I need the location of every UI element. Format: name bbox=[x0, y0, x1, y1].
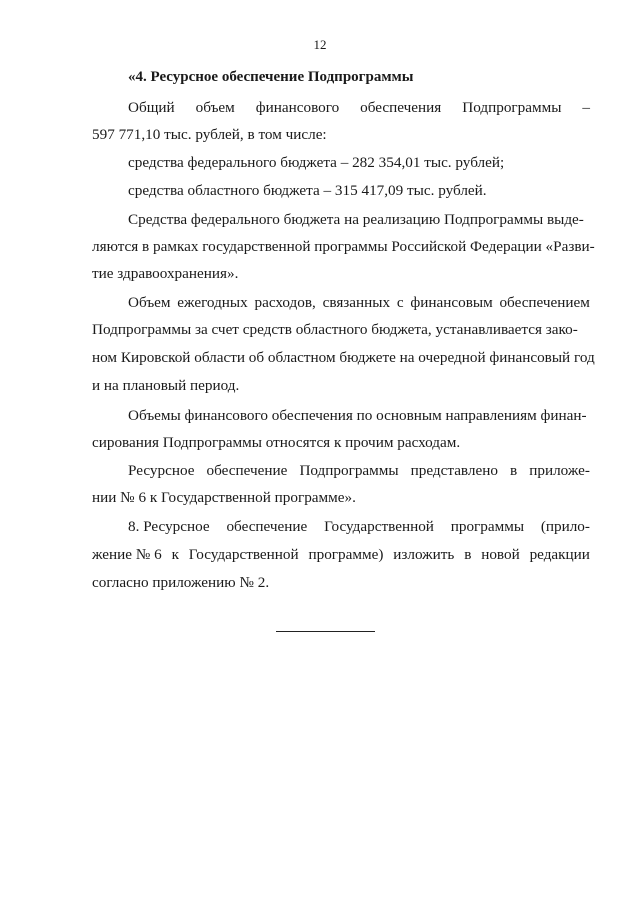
word: Подпрограммы bbox=[299, 462, 399, 479]
paragraph-annual-expenses-line-3: ном Кировской области об областном бюджете на очередной финансовый год bbox=[92, 349, 595, 366]
page-number: 12 bbox=[313, 37, 327, 52]
paragraph-annual-expenses-line-2: Подпрограммы за счет средств областного бюджета, устанавливается зако- bbox=[92, 321, 578, 338]
word: жение № 6 bbox=[92, 546, 162, 563]
word: финансового bbox=[255, 99, 340, 116]
word: редакции bbox=[529, 546, 590, 563]
word: Объем bbox=[128, 294, 171, 311]
word: расходов, bbox=[254, 294, 316, 311]
word: Государственной bbox=[188, 546, 299, 563]
paragraph-total-funding-line-1 bbox=[128, 98, 590, 118]
word: к bbox=[171, 546, 179, 563]
word: изложить bbox=[393, 546, 455, 563]
word: приложе- bbox=[529, 462, 590, 479]
word: связанных bbox=[322, 294, 391, 311]
word: – bbox=[582, 99, 590, 116]
word: ежегодных bbox=[177, 294, 248, 311]
paragraph-item-8-line-2 bbox=[92, 545, 590, 565]
paragraph-federal-funds-line-2: ляются в рамках государственной программы Российской Федерации «Разви- bbox=[92, 238, 595, 255]
paragraph-resource-annex-line-1 bbox=[128, 461, 590, 481]
word: программе) bbox=[308, 546, 384, 563]
paragraph-item-8-line-3: согласно приложению № 2. bbox=[92, 574, 270, 591]
federal-budget-line: средства федерального бюджета – 282 354,01 тыс. рублей; bbox=[128, 154, 505, 171]
word: представлено bbox=[410, 462, 498, 479]
paragraph-federal-funds-line-3: тие здравоохранения». bbox=[92, 265, 239, 282]
paragraph-annual-expenses-line-1 bbox=[128, 293, 590, 313]
word: обеспечением bbox=[499, 294, 590, 311]
word: программы bbox=[450, 518, 525, 535]
paragraph-funding-directions-line-2: сирования Подпрограммы относятся к прочим расходам. bbox=[92, 434, 461, 451]
paragraph-total-funding-line-2: 597 771,10 тыс. рублей, в том числе: bbox=[92, 126, 327, 143]
regional-budget-line: средства областного бюджета – 315 417,09 тыс. рублей. bbox=[128, 182, 487, 199]
word: Общий bbox=[128, 99, 175, 116]
word: объем bbox=[195, 99, 235, 116]
paragraph-funding-directions-line-1: Объемы финансового обеспечения по основным направлениям финан- bbox=[128, 407, 587, 424]
word: обеспечения bbox=[360, 99, 442, 116]
word: обеспечение bbox=[226, 518, 308, 535]
word: с bbox=[396, 294, 404, 311]
paragraph-item-8-line-1 bbox=[128, 517, 590, 537]
word: обеспечение bbox=[206, 462, 288, 479]
section-heading: «4. Ресурсное обеспечение Подпрограммы bbox=[128, 69, 414, 85]
word: Ресурсное bbox=[128, 462, 195, 479]
paragraph-resource-annex-line-2: нии № 6 к Государственной программе». bbox=[92, 489, 356, 506]
word: новой bbox=[481, 546, 520, 563]
word: финансовым bbox=[410, 294, 493, 311]
paragraph-annual-expenses-line-4: и на плановый период. bbox=[92, 377, 240, 394]
word: 8. Ресурсное bbox=[128, 518, 210, 535]
closing-rule bbox=[276, 631, 375, 632]
word: Государственной bbox=[324, 518, 434, 535]
word: Подпрограммы bbox=[462, 99, 562, 116]
word: в bbox=[464, 546, 472, 563]
word: (прило- bbox=[540, 518, 590, 535]
word: в bbox=[510, 462, 518, 479]
paragraph-federal-funds-line-1: Средства федерального бюджета на реализацию Подпрограммы выде- bbox=[128, 211, 584, 228]
